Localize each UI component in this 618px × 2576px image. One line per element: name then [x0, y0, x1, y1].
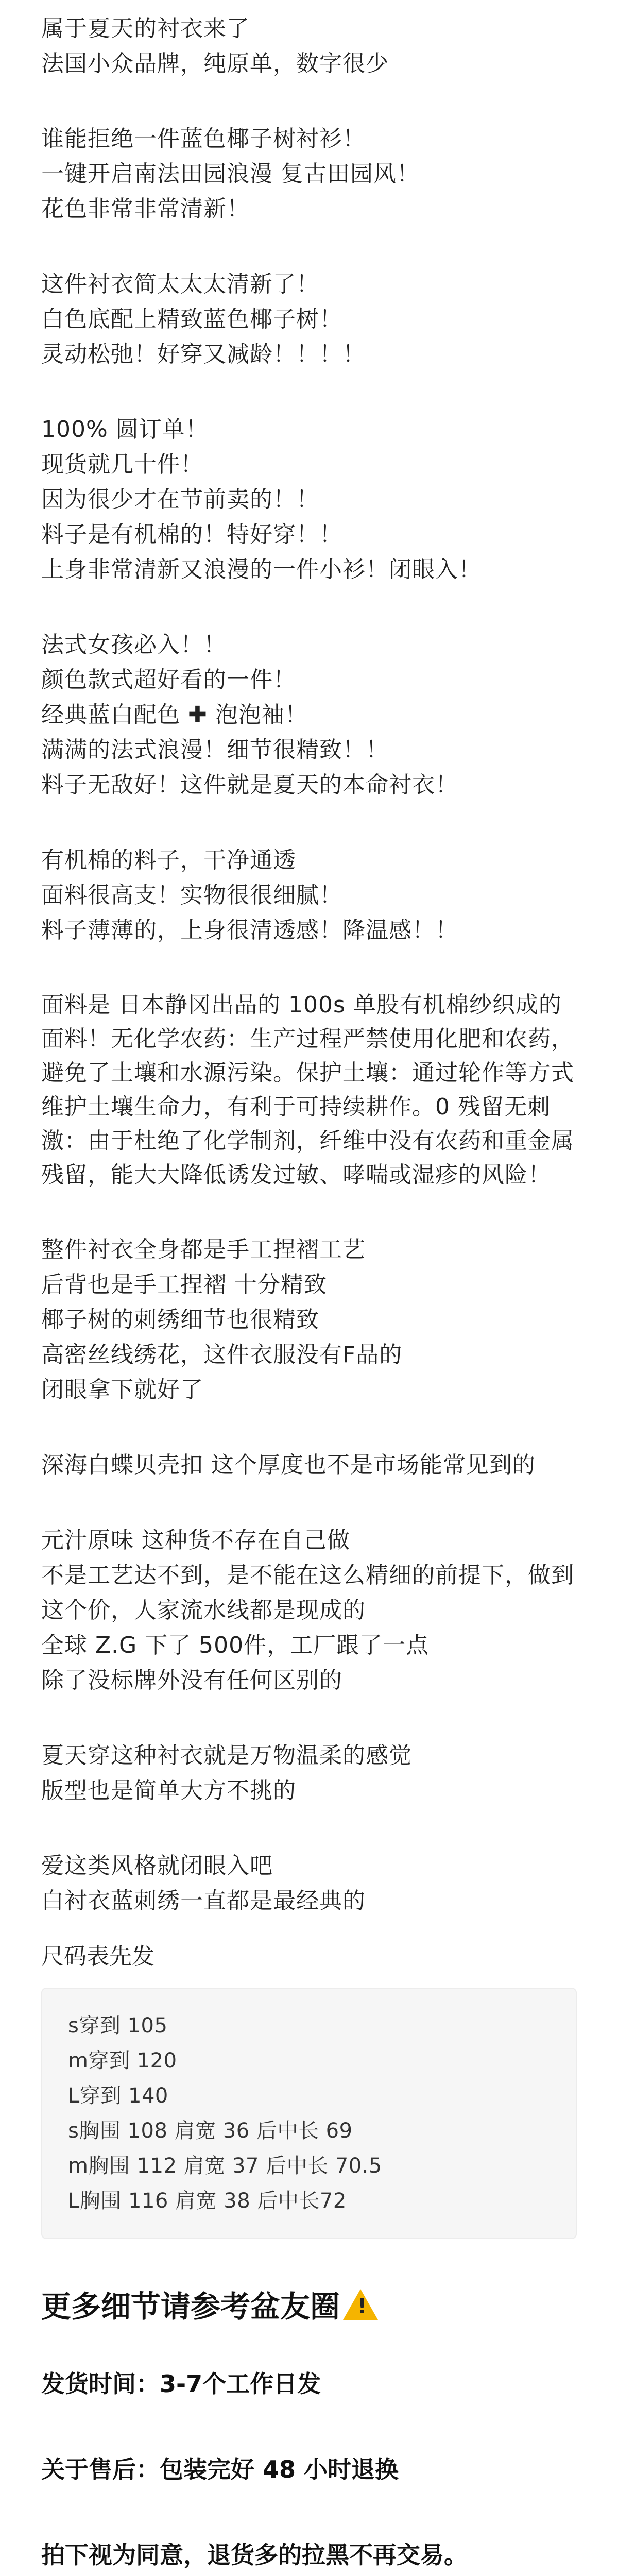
text-line: 版型也是简单大方不挑的: [41, 1777, 296, 1804]
text-line: 全球 Z.G 下了 500件，工厂跟了一点: [41, 1632, 430, 1658]
text-line: 法国小众品牌，纯原单，数字很少: [41, 50, 389, 77]
text-line: 属于夏天的衬衣来了: [41, 15, 250, 42]
text-line: 除了没标牌外没有任何区别的: [41, 1667, 342, 1693]
paragraph-fabric-detail: [41, 988, 577, 1192]
text-line: 花色非常非常清新！: [41, 196, 250, 222]
paragraph-summer: [41, 1738, 577, 1808]
text-line: 元汁原味 这种货不存在自己做: [41, 1527, 350, 1553]
text-line: 灵动松弛！好穿又减龄！！！！: [41, 341, 366, 367]
size-row: s胸围 108 肩宽 36 后中长 69: [68, 2119, 353, 2143]
text-line: 白衬衣蓝刺绣一直都是最经典的: [41, 1888, 366, 1914]
paragraph-fabric: [41, 843, 577, 948]
text-line: 料子是有机棉的！特好穿！！: [41, 521, 342, 548]
text-line: 爱这类风格就闭眼入吧: [41, 1853, 273, 1879]
paragraph-closing: [41, 1849, 577, 1919]
paragraph-highlight: [41, 122, 577, 227]
paragraph-intro: [41, 11, 577, 81]
text-line: 不是工艺达不到，是不能在这么精细的前提下，做到这个价，人家流水线都是现成的: [41, 1562, 574, 1623]
text-line: 100% 圆订单！: [41, 416, 209, 443]
text-line: 上身非常清新又浪漫的一件小衫！闭眼入！: [41, 556, 482, 583]
paragraph-french-style: [41, 628, 577, 803]
text-line: 闭眼拿下就好了: [41, 1377, 203, 1403]
post-content: [0, 11, 618, 2573]
paragraph-craft: [41, 1232, 577, 1408]
text-line: 因为很少才在节前卖的！！: [41, 486, 319, 513]
text-line: 整件衬衣全身都是手工捏褶工艺: [41, 1236, 366, 1263]
paragraph-stock: [41, 412, 577, 587]
text-line: 夏天穿这种衬衣就是万物温柔的感觉: [41, 1742, 412, 1769]
purchase-policy: 拍下视为同意，退货多的拉黑不再交易。: [41, 2541, 468, 2569]
paragraph-buttons: [41, 1448, 577, 1483]
more-details-text: 更多细节请参考盆友圈: [41, 2289, 340, 2324]
after-sales-policy: 关于售后：包装完好 48 小时退换: [41, 2455, 399, 2483]
text-line: 颜色款式超好看的一件！: [41, 667, 296, 693]
size-chart-box: [41, 1988, 577, 2239]
text-line: 经典蓝白配色 ✚ 泡泡袖！: [41, 702, 308, 728]
top-strip: [0, 0, 618, 11]
text-line: 料子无敌好！这件就是夏天的本命衬衣！: [41, 772, 458, 798]
size-row: L胸围 116 肩宽 38 后中长72: [68, 2189, 347, 2213]
text-line: 一键开启南法田园浪漫 复古田园风！: [41, 161, 420, 187]
text-block: 面料是 日本静冈出品的 100s 单股有机棉纱织成的面料！无化学农药：生产过程严禁使用化肥和农药，避免了土壤和水源污染。保护土壤：通过轮作等方式维护土壤生命力，有利于可持续耕作。0 残留无刺激：由于杜绝了化学制剂，纤维中没有农药和重金属残留，能大大降低诱发过敏、哮喘或湿疹的风险！: [41, 992, 574, 1188]
size-chart-title: 尺码表先发: [41, 1943, 154, 1970]
text-line: 法式女孩必入！！: [41, 632, 227, 658]
text-line: 这件衬衣简太太太清新了！: [41, 271, 319, 297]
more-details-heading: [41, 2283, 577, 2330]
text-line: 椰子树的刺绣细节也很精致: [41, 1307, 319, 1333]
text-line: 白色底配上精致蓝色椰子树！: [41, 306, 342, 332]
text-line: 有机棉的料子，干净通透: [41, 847, 296, 873]
text-line: 满满的法式浪漫！细节很精致！！: [41, 737, 389, 763]
shipping-time: 发货时间：3-7个工作日发: [41, 2370, 321, 2398]
text-line: 后背也是手工捏褶 十分精致: [41, 1272, 327, 1298]
warning-icon: !: [343, 2289, 378, 2320]
text-line: 谁能拒绝一件蓝色椰子树衬衫！: [41, 126, 366, 152]
size-row: L穿到 140: [68, 2084, 168, 2108]
paragraph-fresh: [41, 267, 577, 372]
text-line: 高密丝线绣花，这件衣服没有F品的: [41, 1342, 403, 1368]
size-row: m穿到 120: [68, 2049, 177, 2073]
text-line: 面料很高支！实物很很细腻！: [41, 882, 342, 908]
size-row: s穿到 105: [68, 2014, 168, 2038]
size-row: m胸围 112 肩宽 37 后中长 70.5: [68, 2154, 382, 2178]
text-line: 料子薄薄的，上身很清透感！降温感！！: [41, 917, 458, 943]
text-line: 现货就几十件！: [41, 451, 203, 478]
paragraph-origin: [41, 1523, 577, 1698]
text-line: 深海白蝶贝壳扣 这个厚度也不是市场能常见到的: [41, 1452, 536, 1478]
